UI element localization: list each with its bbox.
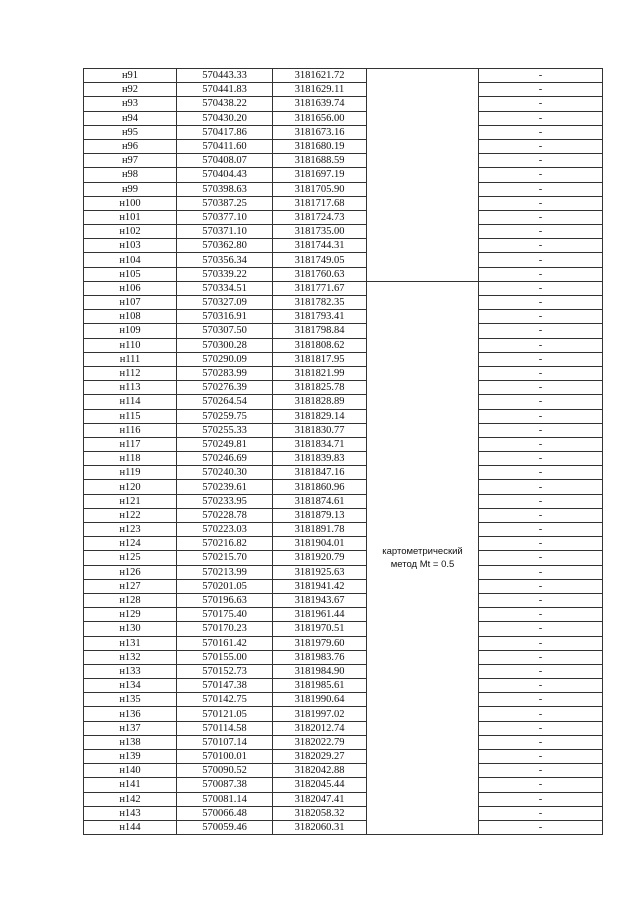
table-row bbox=[84, 636, 603, 650]
dash-cell: - bbox=[479, 111, 603, 125]
x-coordinate-cell: 570264.54 bbox=[177, 395, 273, 409]
dash-cell: - bbox=[479, 296, 603, 310]
point-id-cell: н110 bbox=[84, 338, 177, 352]
dash-cell: - bbox=[479, 154, 603, 168]
x-coordinate-cell: 570255.33 bbox=[177, 423, 273, 437]
point-id-cell: н101 bbox=[84, 210, 177, 224]
dash-cell: - bbox=[479, 565, 603, 579]
point-id-cell: н94 bbox=[84, 111, 177, 125]
dash-cell: - bbox=[479, 196, 603, 210]
y-coordinate-cell: 3182012.74 bbox=[273, 721, 367, 735]
y-coordinate-cell: 3181941.42 bbox=[273, 579, 367, 593]
table-row bbox=[84, 466, 603, 480]
table-row bbox=[84, 168, 603, 182]
point-id-cell: н109 bbox=[84, 324, 177, 338]
dash-cell: - bbox=[479, 480, 603, 494]
y-coordinate-cell: 3181828.89 bbox=[273, 395, 367, 409]
table-row bbox=[84, 480, 603, 494]
table-row bbox=[84, 125, 603, 139]
x-coordinate-cell: 570066.48 bbox=[177, 806, 273, 820]
point-id-cell: н102 bbox=[84, 225, 177, 239]
table-row bbox=[84, 310, 603, 324]
dash-cell: - bbox=[479, 508, 603, 522]
dash-cell: - bbox=[479, 579, 603, 593]
x-coordinate-cell: 570175.40 bbox=[177, 608, 273, 622]
dash-cell: - bbox=[479, 764, 603, 778]
point-id-cell: н141 bbox=[84, 778, 177, 792]
dash-cell: - bbox=[479, 366, 603, 380]
y-coordinate-cell: 3182022.79 bbox=[273, 735, 367, 749]
dash-cell: - bbox=[479, 381, 603, 395]
dash-cell: - bbox=[479, 622, 603, 636]
y-coordinate-cell: 3181829.14 bbox=[273, 409, 367, 423]
coordinates-table-page bbox=[83, 68, 602, 835]
table-row bbox=[84, 437, 603, 451]
dash-cell: - bbox=[479, 139, 603, 153]
x-coordinate-cell: 570152.73 bbox=[177, 664, 273, 678]
y-coordinate-cell: 3181830.77 bbox=[273, 423, 367, 437]
point-id-cell: н105 bbox=[84, 267, 177, 281]
y-coordinate-cell: 3181656.00 bbox=[273, 111, 367, 125]
x-coordinate-cell: 570334.51 bbox=[177, 281, 273, 295]
point-id-cell: н91 bbox=[84, 69, 177, 83]
x-coordinate-cell: 570438.22 bbox=[177, 97, 273, 111]
table-row bbox=[84, 267, 603, 281]
table-row bbox=[84, 395, 603, 409]
point-id-cell: н96 bbox=[84, 139, 177, 153]
x-coordinate-cell: 570147.38 bbox=[177, 679, 273, 693]
dash-cell: - bbox=[479, 324, 603, 338]
table-row bbox=[84, 650, 603, 664]
x-coordinate-cell: 570404.43 bbox=[177, 168, 273, 182]
point-id-cell: н92 bbox=[84, 83, 177, 97]
x-coordinate-cell: 570239.61 bbox=[177, 480, 273, 494]
table-row bbox=[84, 608, 603, 622]
table-row bbox=[84, 778, 603, 792]
y-coordinate-cell: 3181744.31 bbox=[273, 239, 367, 253]
point-id-cell: н97 bbox=[84, 154, 177, 168]
y-coordinate-cell: 3181985.61 bbox=[273, 679, 367, 693]
x-coordinate-cell: 570161.42 bbox=[177, 636, 273, 650]
table-row bbox=[84, 707, 603, 721]
dash-cell: - bbox=[479, 97, 603, 111]
dash-cell: - bbox=[479, 83, 603, 97]
point-id-cell: н140 bbox=[84, 764, 177, 778]
point-id-cell: н121 bbox=[84, 494, 177, 508]
table-row bbox=[84, 182, 603, 196]
x-coordinate-cell: 570411.60 bbox=[177, 139, 273, 153]
dash-cell: - bbox=[479, 806, 603, 820]
table-row bbox=[84, 423, 603, 437]
y-coordinate-cell: 3181990.64 bbox=[273, 693, 367, 707]
y-coordinate-cell: 3181970.51 bbox=[273, 622, 367, 636]
y-coordinate-cell: 3182060.31 bbox=[273, 820, 367, 834]
x-coordinate-cell: 570215.70 bbox=[177, 551, 273, 565]
point-id-cell: н115 bbox=[84, 409, 177, 423]
dash-cell: - bbox=[479, 523, 603, 537]
x-coordinate-cell: 570246.69 bbox=[177, 452, 273, 466]
dash-cell: - bbox=[479, 650, 603, 664]
y-coordinate-cell: 3181983.76 bbox=[273, 650, 367, 664]
point-id-cell: н107 bbox=[84, 296, 177, 310]
point-id-cell: н133 bbox=[84, 664, 177, 678]
table-row bbox=[84, 593, 603, 607]
y-coordinate-cell: 3181879.13 bbox=[273, 508, 367, 522]
y-coordinate-cell: 3181961.44 bbox=[273, 608, 367, 622]
x-coordinate-cell: 570223.03 bbox=[177, 523, 273, 537]
point-id-cell: н120 bbox=[84, 480, 177, 494]
dash-cell: - bbox=[479, 182, 603, 196]
table-row bbox=[84, 239, 603, 253]
table-row bbox=[84, 750, 603, 764]
point-id-cell: н134 bbox=[84, 679, 177, 693]
x-coordinate-cell: 570362.80 bbox=[177, 239, 273, 253]
dash-cell: - bbox=[479, 466, 603, 480]
point-id-cell: н139 bbox=[84, 750, 177, 764]
y-coordinate-cell: 3181680.19 bbox=[273, 139, 367, 153]
y-coordinate-cell: 3181639.74 bbox=[273, 97, 367, 111]
dash-cell: - bbox=[479, 225, 603, 239]
x-coordinate-cell: 570216.82 bbox=[177, 537, 273, 551]
x-coordinate-cell: 570371.10 bbox=[177, 225, 273, 239]
y-coordinate-cell: 3181808.62 bbox=[273, 338, 367, 352]
table-row bbox=[84, 225, 603, 239]
y-coordinate-cell: 3182047.41 bbox=[273, 792, 367, 806]
y-coordinate-cell: 3181697.19 bbox=[273, 168, 367, 182]
x-coordinate-cell: 570443.33 bbox=[177, 69, 273, 83]
x-coordinate-cell: 570201.05 bbox=[177, 579, 273, 593]
table-row bbox=[84, 565, 603, 579]
y-coordinate-cell: 3182058.32 bbox=[273, 806, 367, 820]
x-coordinate-cell: 570307.50 bbox=[177, 324, 273, 338]
dash-cell: - bbox=[479, 551, 603, 565]
y-coordinate-cell: 3181891.78 bbox=[273, 523, 367, 537]
point-id-cell: н112 bbox=[84, 366, 177, 380]
y-coordinate-cell: 3181621.72 bbox=[273, 69, 367, 83]
table-row bbox=[84, 366, 603, 380]
point-id-cell: н135 bbox=[84, 693, 177, 707]
x-coordinate-cell: 570276.39 bbox=[177, 381, 273, 395]
point-id-cell: н137 bbox=[84, 721, 177, 735]
x-coordinate-cell: 570059.46 bbox=[177, 820, 273, 834]
dash-cell: - bbox=[479, 750, 603, 764]
y-coordinate-cell: 3181997.02 bbox=[273, 707, 367, 721]
y-coordinate-cell: 3181749.05 bbox=[273, 253, 367, 267]
point-id-cell: н106 bbox=[84, 281, 177, 295]
y-coordinate-cell: 3181904.01 bbox=[273, 537, 367, 551]
point-id-cell: н103 bbox=[84, 239, 177, 253]
x-coordinate-cell: 570090.52 bbox=[177, 764, 273, 778]
point-id-cell: н104 bbox=[84, 253, 177, 267]
point-id-cell: н117 bbox=[84, 437, 177, 451]
table-row bbox=[84, 69, 603, 83]
y-coordinate-cell: 3181735.00 bbox=[273, 225, 367, 239]
point-id-cell: н143 bbox=[84, 806, 177, 820]
point-id-cell: н95 bbox=[84, 125, 177, 139]
dash-cell: - bbox=[479, 210, 603, 224]
x-coordinate-cell: 570170.23 bbox=[177, 622, 273, 636]
x-coordinate-cell: 570155.00 bbox=[177, 650, 273, 664]
dash-cell: - bbox=[479, 537, 603, 551]
point-id-cell: н100 bbox=[84, 196, 177, 210]
point-id-cell: н118 bbox=[84, 452, 177, 466]
x-coordinate-cell: 570100.01 bbox=[177, 750, 273, 764]
table-row bbox=[84, 381, 603, 395]
dash-cell: - bbox=[479, 267, 603, 281]
point-id-cell: н123 bbox=[84, 523, 177, 537]
dash-cell: - bbox=[479, 452, 603, 466]
table-row bbox=[84, 679, 603, 693]
y-coordinate-cell: 3181839.83 bbox=[273, 452, 367, 466]
y-coordinate-cell: 3181798.84 bbox=[273, 324, 367, 338]
point-id-cell: н136 bbox=[84, 707, 177, 721]
dash-cell: - bbox=[479, 679, 603, 693]
table-row bbox=[84, 324, 603, 338]
y-coordinate-cell: 3181825.78 bbox=[273, 381, 367, 395]
y-coordinate-cell: 3181760.63 bbox=[273, 267, 367, 281]
dash-cell: - bbox=[479, 494, 603, 508]
dash-cell: - bbox=[479, 636, 603, 650]
point-id-cell: н128 bbox=[84, 593, 177, 607]
table-row bbox=[84, 210, 603, 224]
point-id-cell: н131 bbox=[84, 636, 177, 650]
y-coordinate-cell: 3181771.67 bbox=[273, 281, 367, 295]
y-coordinate-cell: 3181834.71 bbox=[273, 437, 367, 451]
point-id-cell: н125 bbox=[84, 551, 177, 565]
x-coordinate-cell: 570398.63 bbox=[177, 182, 273, 196]
y-coordinate-cell: 3181724.73 bbox=[273, 210, 367, 224]
dash-cell: - bbox=[479, 721, 603, 735]
x-coordinate-cell: 570233.95 bbox=[177, 494, 273, 508]
point-id-cell: н98 bbox=[84, 168, 177, 182]
dash-cell: - bbox=[479, 707, 603, 721]
y-coordinate-cell: 3182042.88 bbox=[273, 764, 367, 778]
x-coordinate-cell: 570316.91 bbox=[177, 310, 273, 324]
x-coordinate-cell: 570339.22 bbox=[177, 267, 273, 281]
x-coordinate-cell: 570387.25 bbox=[177, 196, 273, 210]
table-row bbox=[84, 352, 603, 366]
dash-cell: - bbox=[479, 395, 603, 409]
x-coordinate-cell: 570408.07 bbox=[177, 154, 273, 168]
point-id-cell: н113 bbox=[84, 381, 177, 395]
dash-cell: - bbox=[479, 693, 603, 707]
point-id-cell: н126 bbox=[84, 565, 177, 579]
table-row bbox=[84, 537, 603, 551]
dash-cell: - bbox=[479, 664, 603, 678]
x-coordinate-cell: 570430.20 bbox=[177, 111, 273, 125]
dash-cell: - bbox=[479, 778, 603, 792]
table-row bbox=[84, 296, 603, 310]
y-coordinate-cell: 3181925.63 bbox=[273, 565, 367, 579]
point-id-cell: н114 bbox=[84, 395, 177, 409]
point-id-cell: н129 bbox=[84, 608, 177, 622]
table-row bbox=[84, 154, 603, 168]
table-row bbox=[84, 806, 603, 820]
dash-cell: - bbox=[479, 593, 603, 607]
dash-cell: - bbox=[479, 69, 603, 83]
dash-cell: - bbox=[479, 735, 603, 749]
table-row bbox=[84, 792, 603, 806]
dash-cell: - bbox=[479, 409, 603, 423]
table-row bbox=[84, 820, 603, 834]
y-coordinate-cell: 3181920.79 bbox=[273, 551, 367, 565]
x-coordinate-cell: 570228.78 bbox=[177, 508, 273, 522]
x-coordinate-cell: 570087.38 bbox=[177, 778, 273, 792]
y-coordinate-cell: 3182029.27 bbox=[273, 750, 367, 764]
table-row bbox=[84, 111, 603, 125]
point-id-cell: н127 bbox=[84, 579, 177, 593]
dash-cell: - bbox=[479, 352, 603, 366]
x-coordinate-cell: 570290.09 bbox=[177, 352, 273, 366]
x-coordinate-cell: 570142.75 bbox=[177, 693, 273, 707]
y-coordinate-cell: 3181943.67 bbox=[273, 593, 367, 607]
coordinates-table-body bbox=[84, 69, 603, 835]
table-row bbox=[84, 139, 603, 153]
table-row bbox=[84, 508, 603, 522]
x-coordinate-cell: 570107.14 bbox=[177, 735, 273, 749]
y-coordinate-cell: 3181847.16 bbox=[273, 466, 367, 480]
method-name: картометрический bbox=[382, 545, 463, 557]
point-id-cell: н108 bbox=[84, 310, 177, 324]
point-id-cell: н138 bbox=[84, 735, 177, 749]
accuracy-method-cell bbox=[367, 281, 479, 834]
point-id-cell: н111 bbox=[84, 352, 177, 366]
table-row bbox=[84, 338, 603, 352]
table-row bbox=[84, 409, 603, 423]
x-coordinate-cell: 570327.09 bbox=[177, 296, 273, 310]
dash-cell: - bbox=[479, 281, 603, 295]
method-accuracy: метод Mt = 0.5 bbox=[390, 558, 455, 570]
table-row bbox=[84, 494, 603, 508]
x-coordinate-cell: 570196.63 bbox=[177, 593, 273, 607]
table-row bbox=[84, 721, 603, 735]
table-row bbox=[84, 664, 603, 678]
table-row bbox=[84, 622, 603, 636]
x-coordinate-cell: 570356.34 bbox=[177, 253, 273, 267]
x-coordinate-cell: 570240.30 bbox=[177, 466, 273, 480]
x-coordinate-cell: 570121.05 bbox=[177, 707, 273, 721]
dash-cell: - bbox=[479, 437, 603, 451]
point-id-cell: н122 bbox=[84, 508, 177, 522]
point-id-cell: н119 bbox=[84, 466, 177, 480]
dash-cell: - bbox=[479, 820, 603, 834]
y-coordinate-cell: 3182045.44 bbox=[273, 778, 367, 792]
y-coordinate-cell: 3181717.68 bbox=[273, 196, 367, 210]
table-row bbox=[84, 735, 603, 749]
x-coordinate-cell: 570114.58 bbox=[177, 721, 273, 735]
dash-cell: - bbox=[479, 168, 603, 182]
dash-cell: - bbox=[479, 310, 603, 324]
point-id-cell: н132 bbox=[84, 650, 177, 664]
table-row bbox=[84, 523, 603, 537]
x-coordinate-cell: 570283.99 bbox=[177, 366, 273, 380]
table-row bbox=[84, 196, 603, 210]
point-id-cell: н144 bbox=[84, 820, 177, 834]
table-row bbox=[84, 764, 603, 778]
x-coordinate-cell: 570259.75 bbox=[177, 409, 273, 423]
y-coordinate-cell: 3181782.35 bbox=[273, 296, 367, 310]
x-coordinate-cell: 570417.86 bbox=[177, 125, 273, 139]
point-id-cell: н99 bbox=[84, 182, 177, 196]
y-coordinate-cell: 3181821.99 bbox=[273, 366, 367, 380]
point-id-cell: н124 bbox=[84, 537, 177, 551]
point-id-cell: н130 bbox=[84, 622, 177, 636]
accuracy-method-cell-top bbox=[367, 69, 479, 282]
y-coordinate-cell: 3181817.95 bbox=[273, 352, 367, 366]
x-coordinate-cell: 570213.99 bbox=[177, 565, 273, 579]
point-id-cell: н142 bbox=[84, 792, 177, 806]
dash-cell: - bbox=[479, 792, 603, 806]
point-id-cell: н116 bbox=[84, 423, 177, 437]
y-coordinate-cell: 3181688.59 bbox=[273, 154, 367, 168]
y-coordinate-cell: 3181979.60 bbox=[273, 636, 367, 650]
table-row bbox=[84, 579, 603, 593]
y-coordinate-cell: 3181984.90 bbox=[273, 664, 367, 678]
y-coordinate-cell: 3181874.61 bbox=[273, 494, 367, 508]
table-row bbox=[84, 97, 603, 111]
dash-cell: - bbox=[479, 608, 603, 622]
table-row bbox=[84, 452, 603, 466]
y-coordinate-cell: 3181705.90 bbox=[273, 182, 367, 196]
y-coordinate-cell: 3181793.41 bbox=[273, 310, 367, 324]
y-coordinate-cell: 3181629.11 bbox=[273, 83, 367, 97]
table-row bbox=[84, 253, 603, 267]
point-id-cell: н93 bbox=[84, 97, 177, 111]
dash-cell: - bbox=[479, 239, 603, 253]
x-coordinate-cell: 570441.83 bbox=[177, 83, 273, 97]
table-row bbox=[84, 551, 603, 565]
table-row bbox=[84, 83, 603, 97]
x-coordinate-cell: 570300.28 bbox=[177, 338, 273, 352]
x-coordinate-cell: 570249.81 bbox=[177, 437, 273, 451]
dash-cell: - bbox=[479, 125, 603, 139]
table-row bbox=[84, 693, 603, 707]
x-coordinate-cell: 570377.10 bbox=[177, 210, 273, 224]
dash-cell: - bbox=[479, 338, 603, 352]
y-coordinate-cell: 3181673.16 bbox=[273, 125, 367, 139]
dash-cell: - bbox=[479, 423, 603, 437]
y-coordinate-cell: 3181860.96 bbox=[273, 480, 367, 494]
x-coordinate-cell: 570081.14 bbox=[177, 792, 273, 806]
coordinates-table bbox=[83, 68, 603, 835]
dash-cell: - bbox=[479, 253, 603, 267]
table-row bbox=[84, 281, 603, 295]
